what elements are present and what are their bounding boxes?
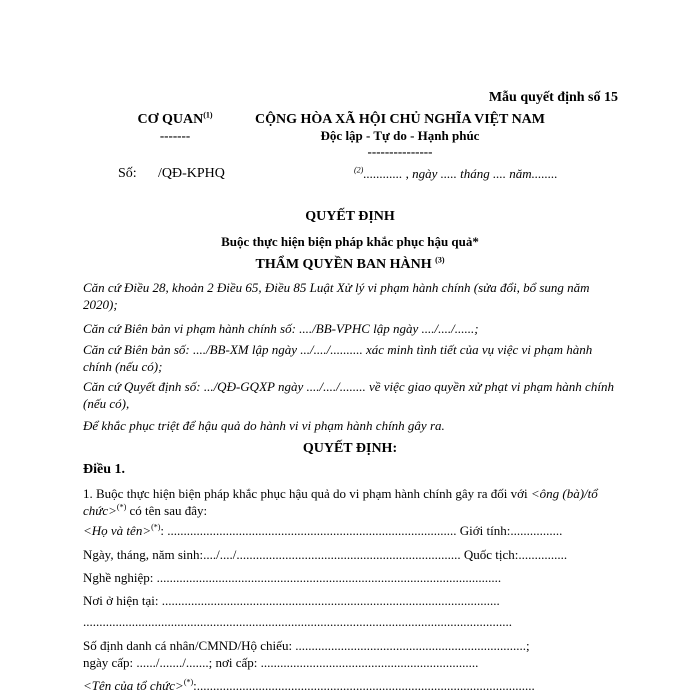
decision-heading: QUYẾT ĐỊNH: <box>302 441 398 456</box>
id-number-field: Số định danh cá nhân/CMND/Hộ chiếu: .......................................................................; <box>83 638 530 653</box>
gender-field: Giới tính:................ <box>459 523 563 538</box>
legal-basis-2: Căn cứ Biên bản vi phạm hành chính số: ..../BB-VPHC lập ngày ..../..../......; <box>83 321 479 336</box>
country-name: CỘNG HÒA XÃ HỘI CHỦ NGHĨA VIỆT NAM <box>254 112 545 127</box>
agency-name <box>115 112 235 128</box>
intro-note: (*) <box>116 502 127 512</box>
org-note: (*) <box>183 677 194 687</box>
organization-field <box>83 678 535 694</box>
national-motto: Độc lập - Tự do - Hạnh phúc <box>320 128 480 143</box>
agency-note: (1) <box>203 110 213 120</box>
legal-basis-3: Căn cứ Biên bản số: ..../BB-XM lập ngày .../..../.......... xác minh tình tiết của vụ việc vi phạm hành chính (nếu có); <box>83 342 593 374</box>
authority-text: THẨM QUYỀN BAN HÀNH <box>255 257 432 272</box>
name-label: <Họ và tên> <box>83 523 152 538</box>
document-subtitle: Buộc thực hiện biện pháp khắc phục hậu quả* <box>221 234 479 249</box>
intro-text-c: có tên sau đây: <box>126 503 208 518</box>
occupation-field: Nghề nghiệp: .......................................................................................................... <box>83 570 502 585</box>
form-number-label: Mẫu quyết định số 15 <box>488 90 618 105</box>
article-1-intro <box>83 485 618 519</box>
dob-field <box>83 547 567 563</box>
place-note: (2) <box>354 165 364 175</box>
issue-date-field: ngày cấp: ....../......./.......; nơi cấp: ................................................................... <box>83 655 479 670</box>
number-label: Số: <box>118 166 137 181</box>
place-date-line <box>354 166 558 182</box>
name-note: (*) <box>151 522 161 532</box>
name-dots: : ......................................................................................... <box>160 523 460 538</box>
residence-continuation: .................................................................................................................................... <box>83 614 512 629</box>
motto-rule: --------------- <box>367 144 433 159</box>
org-label: <Tên của tổ chức> <box>83 678 184 693</box>
issuing-authority <box>0 257 700 273</box>
intro-text-b: <ông (bà)/tổ chức> <box>83 486 598 518</box>
decision-code: /QĐ-KPHQ <box>158 166 225 181</box>
place-date-text: ............ , ngày ..... tháng .... năm........ <box>363 166 558 181</box>
legal-basis-1: Căn cứ Điều 28, khoản 2 Điều 65, Điều 85 Luật Xử lý vi phạm hành chính (sửa đổi, bổ sung năm 2020); <box>83 280 590 312</box>
residence-field: Nơi ở hiện tại: ........................................................................................................ <box>83 593 500 608</box>
article-1-heading: Điều 1. <box>83 462 125 477</box>
name-field <box>83 523 562 539</box>
org-dots: :........................................................................................................ <box>193 678 535 693</box>
authority-note: (3) <box>435 255 445 265</box>
legal-basis-5: Để khắc phục triệt để hậu quả do hành vi vi phạm hành chính gây ra. <box>83 418 445 433</box>
agency-rule: ------- <box>159 128 191 143</box>
intro-text-a: 1. Buộc thực hiện biện pháp khắc phục hậu quả do vi phạm hành chính gây ra đối với <box>83 486 531 501</box>
agency-text: CƠ QUAN <box>137 112 204 127</box>
nationality-field: Quốc tịch:............... <box>463 547 568 562</box>
document-title: QUYẾT ĐỊNH <box>305 209 395 224</box>
legal-basis-4: Căn cứ Quyết định số: .../QĐ-GQXP ngày ..../..../........ về việc giao quyền xử phạt vi phạm hành chính (nếu có), <box>83 379 614 411</box>
dob-text: Ngày, tháng, năm sinh:..../..../..................................................................... <box>83 547 464 562</box>
